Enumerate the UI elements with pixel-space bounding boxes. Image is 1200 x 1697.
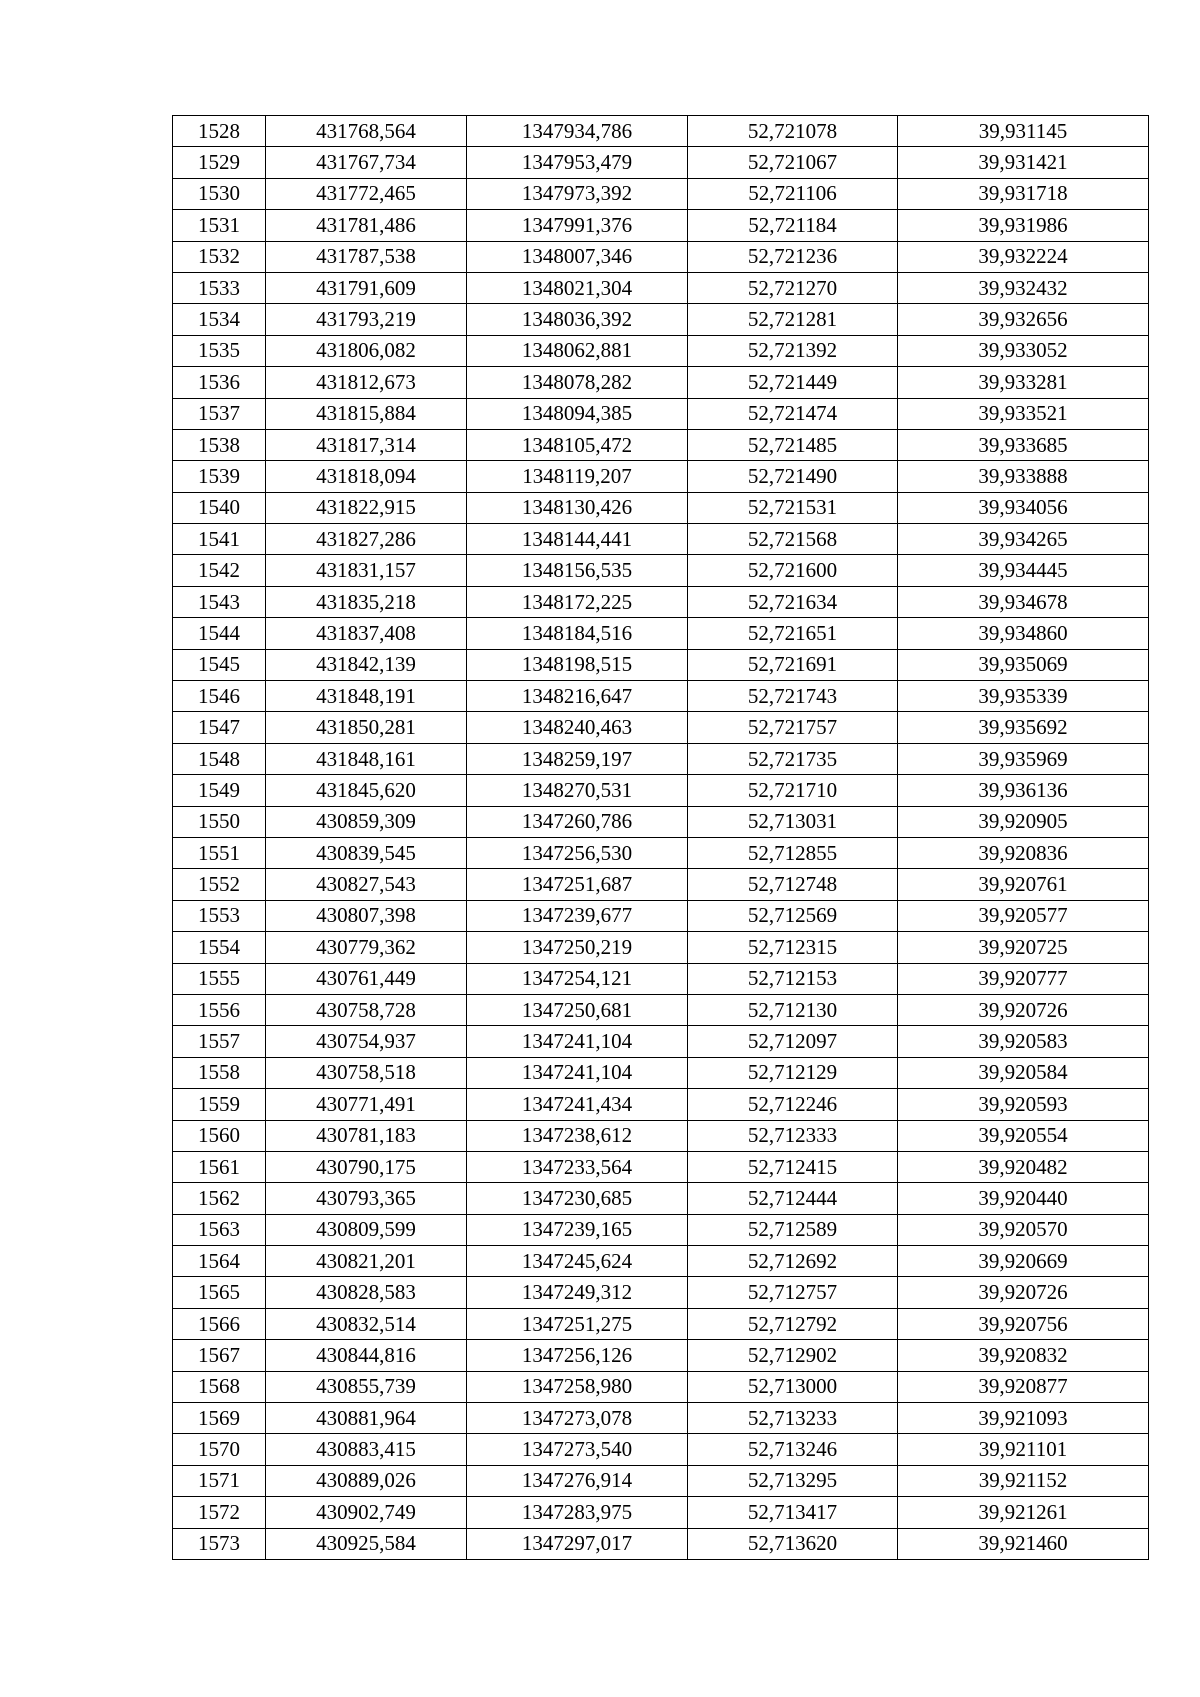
table-row	[173, 1308, 1149, 1339]
table-row	[173, 555, 1149, 586]
point-number-cell: 1569	[173, 1403, 266, 1434]
point-number-cell: 1528	[173, 116, 266, 147]
y-coordinate-cell: 1348156,535	[467, 555, 688, 586]
table-row	[173, 429, 1149, 460]
x-coordinate-cell: 430889,026	[266, 1465, 467, 1496]
latitude-cell: 52,721236	[688, 241, 898, 272]
table-row	[173, 1403, 1149, 1434]
table-row	[173, 1246, 1149, 1277]
longitude-cell: 39,932432	[898, 272, 1149, 303]
y-coordinate-cell: 1347251,275	[467, 1308, 688, 1339]
table-row	[173, 1057, 1149, 1088]
y-coordinate-cell: 1348270,531	[467, 775, 688, 806]
latitude-cell: 52,712129	[688, 1057, 898, 1088]
y-coordinate-cell: 1347249,312	[467, 1277, 688, 1308]
longitude-cell: 39,934445	[898, 555, 1149, 586]
longitude-cell: 39,936136	[898, 775, 1149, 806]
latitude-cell: 52,713417	[688, 1497, 898, 1528]
point-number-cell: 1561	[173, 1151, 266, 1182]
coordinate-table	[172, 115, 1149, 1560]
point-number-cell: 1542	[173, 555, 266, 586]
table-row	[173, 837, 1149, 868]
longitude-cell: 39,932656	[898, 304, 1149, 335]
x-coordinate-cell: 431812,673	[266, 367, 467, 398]
x-coordinate-cell: 430828,583	[266, 1277, 467, 1308]
y-coordinate-cell: 1347260,786	[467, 806, 688, 837]
longitude-cell: 39,935969	[898, 743, 1149, 774]
latitude-cell: 52,721710	[688, 775, 898, 806]
point-number-cell: 1556	[173, 994, 266, 1025]
point-number-cell: 1551	[173, 837, 266, 868]
table-row	[173, 994, 1149, 1025]
longitude-cell: 39,920777	[898, 963, 1149, 994]
point-number-cell: 1532	[173, 241, 266, 272]
latitude-cell: 52,721281	[688, 304, 898, 335]
y-coordinate-cell: 1347250,219	[467, 932, 688, 963]
longitude-cell: 39,920577	[898, 900, 1149, 931]
y-coordinate-cell: 1348130,426	[467, 492, 688, 523]
latitude-cell: 52,721568	[688, 524, 898, 555]
point-number-cell: 1531	[173, 210, 266, 241]
longitude-cell: 39,933888	[898, 461, 1149, 492]
x-coordinate-cell: 430855,739	[266, 1371, 467, 1402]
latitude-cell: 52,721600	[688, 555, 898, 586]
point-number-cell: 1564	[173, 1246, 266, 1277]
longitude-cell: 39,920726	[898, 994, 1149, 1025]
table-row	[173, 932, 1149, 963]
y-coordinate-cell: 1347276,914	[467, 1465, 688, 1496]
longitude-cell: 39,933685	[898, 429, 1149, 460]
y-coordinate-cell: 1347258,980	[467, 1371, 688, 1402]
longitude-cell: 39,931718	[898, 178, 1149, 209]
latitude-cell: 52,721531	[688, 492, 898, 523]
y-coordinate-cell: 1347297,017	[467, 1528, 688, 1559]
longitude-cell: 39,921460	[898, 1528, 1149, 1559]
point-number-cell: 1529	[173, 147, 266, 178]
longitude-cell: 39,931421	[898, 147, 1149, 178]
point-number-cell: 1536	[173, 367, 266, 398]
point-number-cell: 1557	[173, 1026, 266, 1057]
x-coordinate-cell: 431837,408	[266, 618, 467, 649]
longitude-cell: 39,921101	[898, 1434, 1149, 1465]
latitude-cell: 52,721490	[688, 461, 898, 492]
point-number-cell: 1552	[173, 869, 266, 900]
x-coordinate-cell: 431848,191	[266, 681, 467, 712]
longitude-cell: 39,933052	[898, 335, 1149, 366]
latitude-cell: 52,721485	[688, 429, 898, 460]
table-row	[173, 743, 1149, 774]
x-coordinate-cell: 430832,514	[266, 1308, 467, 1339]
y-coordinate-cell: 1348240,463	[467, 712, 688, 743]
point-number-cell: 1565	[173, 1277, 266, 1308]
longitude-cell: 39,920756	[898, 1308, 1149, 1339]
y-coordinate-cell: 1348094,385	[467, 398, 688, 429]
longitude-cell: 39,920583	[898, 1026, 1149, 1057]
y-coordinate-cell: 1348062,881	[467, 335, 688, 366]
y-coordinate-cell: 1348105,472	[467, 429, 688, 460]
x-coordinate-cell: 430758,728	[266, 994, 467, 1025]
table-row	[173, 1089, 1149, 1120]
longitude-cell: 39,920836	[898, 837, 1149, 868]
point-number-cell: 1571	[173, 1465, 266, 1496]
table-row	[173, 1214, 1149, 1245]
x-coordinate-cell: 430902,749	[266, 1497, 467, 1528]
table-row	[173, 367, 1149, 398]
latitude-cell: 52,712444	[688, 1183, 898, 1214]
point-number-cell: 1562	[173, 1183, 266, 1214]
y-coordinate-cell: 1347241,104	[467, 1057, 688, 1088]
x-coordinate-cell: 430771,491	[266, 1089, 467, 1120]
y-coordinate-cell: 1347230,685	[467, 1183, 688, 1214]
table-row	[173, 147, 1149, 178]
point-number-cell: 1534	[173, 304, 266, 335]
table-row	[173, 1465, 1149, 1496]
x-coordinate-cell: 431848,161	[266, 743, 467, 774]
latitude-cell: 52,721691	[688, 649, 898, 680]
point-number-cell: 1538	[173, 429, 266, 460]
table-row	[173, 1026, 1149, 1057]
y-coordinate-cell: 1347239,677	[467, 900, 688, 931]
point-number-cell: 1540	[173, 492, 266, 523]
y-coordinate-cell: 1348021,304	[467, 272, 688, 303]
y-coordinate-cell: 1348119,207	[467, 461, 688, 492]
table-row	[173, 1497, 1149, 1528]
latitude-cell: 52,721184	[688, 210, 898, 241]
longitude-cell: 39,920440	[898, 1183, 1149, 1214]
point-number-cell: 1567	[173, 1340, 266, 1371]
longitude-cell: 39,920554	[898, 1120, 1149, 1151]
point-number-cell: 1530	[173, 178, 266, 209]
longitude-cell: 39,932224	[898, 241, 1149, 272]
table-row	[173, 681, 1149, 712]
table-row	[173, 335, 1149, 366]
latitude-cell: 52,721735	[688, 743, 898, 774]
point-number-cell: 1566	[173, 1308, 266, 1339]
x-coordinate-cell: 430790,175	[266, 1151, 467, 1182]
y-coordinate-cell: 1347273,540	[467, 1434, 688, 1465]
x-coordinate-cell: 430827,543	[266, 869, 467, 900]
longitude-cell: 39,920669	[898, 1246, 1149, 1277]
table-row	[173, 210, 1149, 241]
longitude-cell: 39,920482	[898, 1151, 1149, 1182]
x-coordinate-cell: 430754,937	[266, 1026, 467, 1057]
table-row	[173, 1120, 1149, 1151]
y-coordinate-cell: 1348259,197	[467, 743, 688, 774]
x-coordinate-cell: 431845,620	[266, 775, 467, 806]
latitude-cell: 52,713000	[688, 1371, 898, 1402]
latitude-cell: 52,713233	[688, 1403, 898, 1434]
point-number-cell: 1548	[173, 743, 266, 774]
latitude-cell: 52,713246	[688, 1434, 898, 1465]
longitude-cell: 39,920593	[898, 1089, 1149, 1120]
point-number-cell: 1547	[173, 712, 266, 743]
table-row	[173, 806, 1149, 837]
longitude-cell: 39,934678	[898, 586, 1149, 617]
table-row	[173, 178, 1149, 209]
table-row	[173, 1151, 1149, 1182]
x-coordinate-cell: 430781,183	[266, 1120, 467, 1151]
longitude-cell: 39,935692	[898, 712, 1149, 743]
latitude-cell: 52,712748	[688, 869, 898, 900]
y-coordinate-cell: 1347233,564	[467, 1151, 688, 1182]
latitude-cell: 52,721743	[688, 681, 898, 712]
y-coordinate-cell: 1347973,392	[467, 178, 688, 209]
y-coordinate-cell: 1347241,104	[467, 1026, 688, 1057]
x-coordinate-cell: 431793,219	[266, 304, 467, 335]
point-number-cell: 1573	[173, 1528, 266, 1559]
point-number-cell: 1572	[173, 1497, 266, 1528]
latitude-cell: 52,712589	[688, 1214, 898, 1245]
table-row	[173, 618, 1149, 649]
longitude-cell: 39,921152	[898, 1465, 1149, 1496]
y-coordinate-cell: 1348144,441	[467, 524, 688, 555]
table-row	[173, 241, 1149, 272]
x-coordinate-cell: 431827,286	[266, 524, 467, 555]
y-coordinate-cell: 1347241,434	[467, 1089, 688, 1120]
longitude-cell: 39,935339	[898, 681, 1149, 712]
point-number-cell: 1541	[173, 524, 266, 555]
x-coordinate-cell: 430839,545	[266, 837, 467, 868]
latitude-cell: 52,712130	[688, 994, 898, 1025]
table-row	[173, 586, 1149, 617]
y-coordinate-cell: 1347256,126	[467, 1340, 688, 1371]
x-coordinate-cell: 430881,964	[266, 1403, 467, 1434]
y-coordinate-cell: 1348198,515	[467, 649, 688, 680]
table-row	[173, 963, 1149, 994]
x-coordinate-cell: 431787,538	[266, 241, 467, 272]
longitude-cell: 39,920905	[898, 806, 1149, 837]
y-coordinate-cell: 1347273,078	[467, 1403, 688, 1434]
point-number-cell: 1537	[173, 398, 266, 429]
point-number-cell: 1533	[173, 272, 266, 303]
longitude-cell: 39,934056	[898, 492, 1149, 523]
x-coordinate-cell: 431822,915	[266, 492, 467, 523]
point-number-cell: 1568	[173, 1371, 266, 1402]
point-number-cell: 1560	[173, 1120, 266, 1151]
table-row	[173, 1277, 1149, 1308]
y-coordinate-cell: 1347256,530	[467, 837, 688, 868]
point-number-cell: 1554	[173, 932, 266, 963]
latitude-cell: 52,712692	[688, 1246, 898, 1277]
y-coordinate-cell: 1348172,225	[467, 586, 688, 617]
table-row	[173, 869, 1149, 900]
longitude-cell: 39,920877	[898, 1371, 1149, 1402]
latitude-cell: 52,712153	[688, 963, 898, 994]
table-row	[173, 1528, 1149, 1559]
y-coordinate-cell: 1347250,681	[467, 994, 688, 1025]
latitude-cell: 52,713620	[688, 1528, 898, 1559]
latitude-cell: 52,721392	[688, 335, 898, 366]
y-coordinate-cell: 1348078,282	[467, 367, 688, 398]
y-coordinate-cell: 1347238,612	[467, 1120, 688, 1151]
x-coordinate-cell: 430925,584	[266, 1528, 467, 1559]
latitude-cell: 52,712855	[688, 837, 898, 868]
table-row	[173, 461, 1149, 492]
x-coordinate-cell: 430809,599	[266, 1214, 467, 1245]
point-number-cell: 1563	[173, 1214, 266, 1245]
x-coordinate-cell: 431817,314	[266, 429, 467, 460]
latitude-cell: 52,721106	[688, 178, 898, 209]
table-row	[173, 1434, 1149, 1465]
longitude-cell: 39,920570	[898, 1214, 1149, 1245]
x-coordinate-cell: 431768,564	[266, 116, 467, 147]
x-coordinate-cell: 431806,082	[266, 335, 467, 366]
point-number-cell: 1545	[173, 649, 266, 680]
x-coordinate-cell: 431842,139	[266, 649, 467, 680]
point-number-cell: 1543	[173, 586, 266, 617]
longitude-cell: 39,933281	[898, 367, 1149, 398]
table-row	[173, 1340, 1149, 1371]
x-coordinate-cell: 431818,094	[266, 461, 467, 492]
longitude-cell: 39,935069	[898, 649, 1149, 680]
x-coordinate-cell: 431767,734	[266, 147, 467, 178]
y-coordinate-cell: 1348007,346	[467, 241, 688, 272]
point-number-cell: 1559	[173, 1089, 266, 1120]
table-row	[173, 900, 1149, 931]
latitude-cell: 52,721474	[688, 398, 898, 429]
y-coordinate-cell: 1348184,516	[467, 618, 688, 649]
latitude-cell: 52,712902	[688, 1340, 898, 1371]
point-number-cell: 1553	[173, 900, 266, 931]
longitude-cell: 39,931986	[898, 210, 1149, 241]
x-coordinate-cell: 430821,201	[266, 1246, 467, 1277]
latitude-cell: 52,712097	[688, 1026, 898, 1057]
x-coordinate-cell: 430844,816	[266, 1340, 467, 1371]
latitude-cell: 52,712415	[688, 1151, 898, 1182]
y-coordinate-cell: 1347251,687	[467, 869, 688, 900]
y-coordinate-cell: 1347953,479	[467, 147, 688, 178]
longitude-cell: 39,921261	[898, 1497, 1149, 1528]
table-row	[173, 712, 1149, 743]
longitude-cell: 39,934265	[898, 524, 1149, 555]
x-coordinate-cell: 431772,465	[266, 178, 467, 209]
table-row	[173, 649, 1149, 680]
x-coordinate-cell: 431781,486	[266, 210, 467, 241]
table-row	[173, 524, 1149, 555]
x-coordinate-cell: 430761,449	[266, 963, 467, 994]
x-coordinate-cell: 430758,518	[266, 1057, 467, 1088]
y-coordinate-cell: 1347254,121	[467, 963, 688, 994]
latitude-cell: 52,721270	[688, 272, 898, 303]
point-number-cell: 1546	[173, 681, 266, 712]
longitude-cell: 39,921093	[898, 1403, 1149, 1434]
y-coordinate-cell: 1347245,624	[467, 1246, 688, 1277]
point-number-cell: 1558	[173, 1057, 266, 1088]
point-number-cell: 1549	[173, 775, 266, 806]
longitude-cell: 39,933521	[898, 398, 1149, 429]
x-coordinate-cell: 431831,157	[266, 555, 467, 586]
y-coordinate-cell: 1348216,647	[467, 681, 688, 712]
x-coordinate-cell: 430859,309	[266, 806, 467, 837]
x-coordinate-cell: 430883,415	[266, 1434, 467, 1465]
latitude-cell: 52,712569	[688, 900, 898, 931]
x-coordinate-cell: 431850,281	[266, 712, 467, 743]
table-row	[173, 1183, 1149, 1214]
longitude-cell: 39,920584	[898, 1057, 1149, 1088]
point-number-cell: 1544	[173, 618, 266, 649]
latitude-cell: 52,712757	[688, 1277, 898, 1308]
table-row	[173, 775, 1149, 806]
latitude-cell: 52,721078	[688, 116, 898, 147]
latitude-cell: 52,713295	[688, 1465, 898, 1496]
latitude-cell: 52,713031	[688, 806, 898, 837]
longitude-cell: 39,920761	[898, 869, 1149, 900]
x-coordinate-cell: 430779,362	[266, 932, 467, 963]
x-coordinate-cell: 431835,218	[266, 586, 467, 617]
point-number-cell: 1570	[173, 1434, 266, 1465]
longitude-cell: 39,920726	[898, 1277, 1149, 1308]
latitude-cell: 52,712315	[688, 932, 898, 963]
latitude-cell: 52,721757	[688, 712, 898, 743]
longitude-cell: 39,920832	[898, 1340, 1149, 1371]
table-row	[173, 304, 1149, 335]
longitude-cell: 39,934860	[898, 618, 1149, 649]
point-number-cell: 1535	[173, 335, 266, 366]
latitude-cell: 52,712792	[688, 1308, 898, 1339]
table-row	[173, 492, 1149, 523]
latitude-cell: 52,721634	[688, 586, 898, 617]
longitude-cell: 39,931145	[898, 116, 1149, 147]
latitude-cell: 52,721651	[688, 618, 898, 649]
latitude-cell: 52,721449	[688, 367, 898, 398]
table-row	[173, 1371, 1149, 1402]
x-coordinate-cell: 431815,884	[266, 398, 467, 429]
latitude-cell: 52,721067	[688, 147, 898, 178]
y-coordinate-cell: 1347283,975	[467, 1497, 688, 1528]
point-number-cell: 1539	[173, 461, 266, 492]
y-coordinate-cell: 1347991,376	[467, 210, 688, 241]
table-row	[173, 272, 1149, 303]
y-coordinate-cell: 1347934,786	[467, 116, 688, 147]
table-row	[173, 116, 1149, 147]
y-coordinate-cell: 1347239,165	[467, 1214, 688, 1245]
latitude-cell: 52,712333	[688, 1120, 898, 1151]
coordinate-table-body	[173, 116, 1149, 1560]
longitude-cell: 39,920725	[898, 932, 1149, 963]
point-number-cell: 1550	[173, 806, 266, 837]
y-coordinate-cell: 1348036,392	[467, 304, 688, 335]
latitude-cell: 52,712246	[688, 1089, 898, 1120]
x-coordinate-cell: 430807,398	[266, 900, 467, 931]
x-coordinate-cell: 430793,365	[266, 1183, 467, 1214]
x-coordinate-cell: 431791,609	[266, 272, 467, 303]
table-row	[173, 398, 1149, 429]
point-number-cell: 1555	[173, 963, 266, 994]
